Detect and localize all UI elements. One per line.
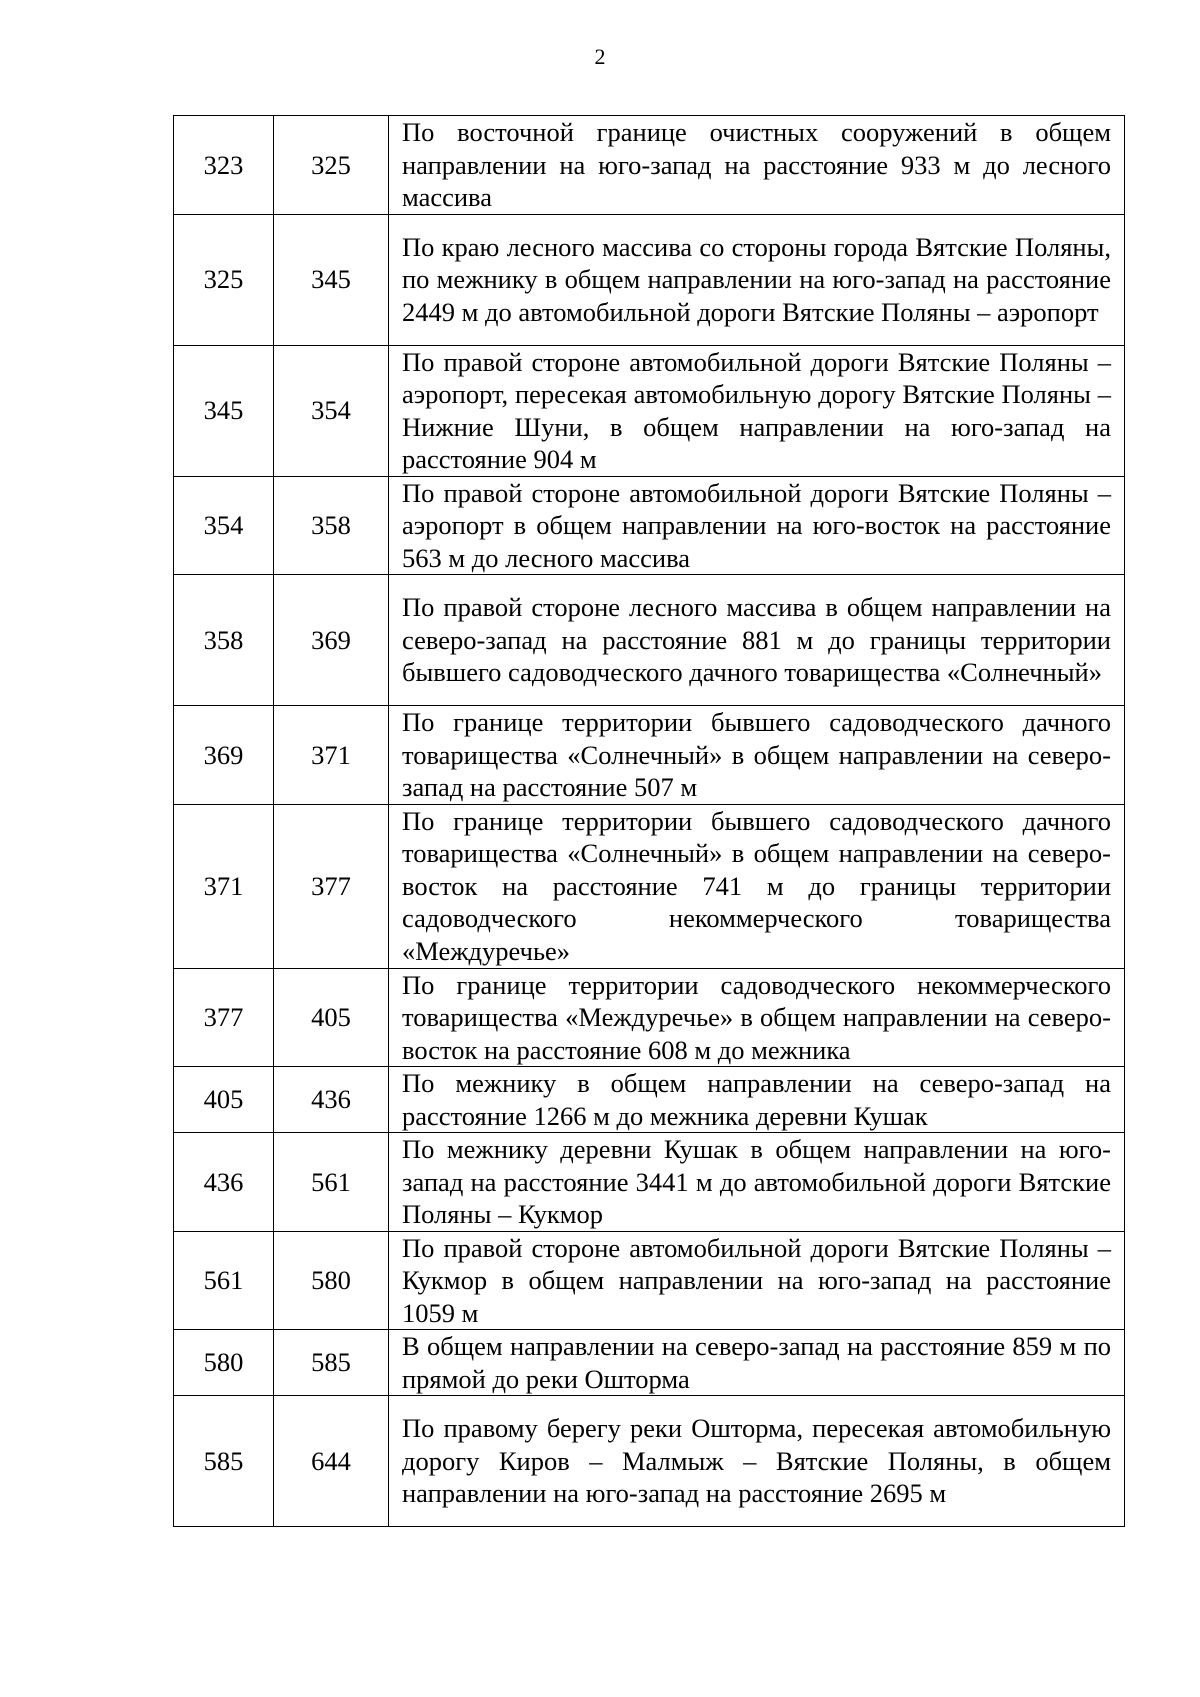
table-row bbox=[174, 1067, 1125, 1133]
boundary-description-cell: По правой стороне автомобильной дороги Вятские Поляны – аэропорт, пересекая автомобильную дорогу Вятские Поляны – Нижние Шуни, в общем направлении на юго-запад на расстояние 904 м bbox=[389, 345, 1125, 476]
table-row bbox=[174, 214, 1125, 345]
boundary-description-cell: По восточной границе очистных сооружений в общем направлении на юго-запад на расстояние 933 м до лесного массива bbox=[389, 116, 1125, 215]
boundary-description-cell: По границе территории садоводческого некоммерческого товарищества «Междуречье» в общем направлении на северо-восток на расстояние 608 м до межника bbox=[389, 968, 1125, 1067]
point-from-cell: 354 bbox=[174, 476, 274, 575]
boundary-description-cell: По границе территории бывшего садоводческого дачного товарищества «Солнечный» в общем направлении на северо-запад на расстояние 507 м bbox=[389, 706, 1125, 805]
table-row bbox=[174, 804, 1125, 968]
point-to-cell: 436 bbox=[274, 1067, 389, 1133]
point-to-cell: 561 bbox=[274, 1133, 389, 1232]
boundary-description-cell: По границе территории бывшего садоводческого дачного товарищества «Солнечный» в общем направлении на северо-восток на расстояние 741 м до границы территории садоводческого некоммерческого товарищества «Междуречье» bbox=[389, 804, 1125, 968]
point-to-cell: 644 bbox=[274, 1396, 389, 1527]
table-row bbox=[174, 1231, 1125, 1330]
point-to-cell: 325 bbox=[274, 116, 389, 215]
point-to-cell: 358 bbox=[274, 476, 389, 575]
point-to-cell: 371 bbox=[274, 706, 389, 805]
point-from-cell: 345 bbox=[174, 345, 274, 476]
boundary-description-cell: По правой стороне лесного массива в общем направлении на северо-запад на расстояние 881 м до границы территории бывшего садоводческого дачного товарищества «Солнечный» bbox=[389, 575, 1125, 706]
table-row bbox=[174, 575, 1125, 706]
point-to-cell: 377 bbox=[274, 804, 389, 968]
point-to-cell: 354 bbox=[274, 345, 389, 476]
table-row bbox=[174, 1396, 1125, 1527]
point-from-cell: 323 bbox=[174, 116, 274, 215]
point-to-cell: 580 bbox=[274, 1231, 389, 1330]
table-row bbox=[174, 1133, 1125, 1232]
point-to-cell: 369 bbox=[274, 575, 389, 706]
boundary-description-cell: В общем направлении на северо-запад на расстояние 859 м по прямой до реки Ошторма bbox=[389, 1330, 1125, 1396]
point-to-cell: 405 bbox=[274, 968, 389, 1067]
boundary-description-cell: По правому берегу реки Ошторма, пересекая автомобильную дорогу Киров – Малмыж – Вятские Поляны, в общем направлении на юго-запад на расстояние 2695 м bbox=[389, 1396, 1125, 1527]
point-to-cell: 345 bbox=[274, 214, 389, 345]
table-row bbox=[174, 345, 1125, 476]
boundary-description-table bbox=[173, 115, 1125, 1527]
point-from-cell: 405 bbox=[174, 1067, 274, 1133]
table-row bbox=[174, 968, 1125, 1067]
point-from-cell: 325 bbox=[174, 214, 274, 345]
table-row bbox=[174, 476, 1125, 575]
point-from-cell: 585 bbox=[174, 1396, 274, 1527]
table-row bbox=[174, 1330, 1125, 1396]
point-to-cell: 585 bbox=[274, 1330, 389, 1396]
page-number: 2 bbox=[594, 44, 606, 69]
point-from-cell: 377 bbox=[174, 968, 274, 1067]
boundary-description-cell: По межнику в общем направлении на северо-запад на расстояние 1266 м до межника деревни Кушак bbox=[389, 1067, 1125, 1133]
point-from-cell: 371 bbox=[174, 804, 274, 968]
boundary-description-cell: По межнику деревни Кушак в общем направлении на юго-запад на расстояние 3441 м до автомобильной дороги Вятские Поляны – Кукмор bbox=[389, 1133, 1125, 1232]
point-from-cell: 358 bbox=[174, 575, 274, 706]
boundary-description-cell: По правой стороне автомобильной дороги Вятские Поляны – Кукмор в общем направлении на юго-запад на расстояние 1059 м bbox=[389, 1231, 1125, 1330]
boundary-description-cell: По правой стороне автомобильной дороги Вятские Поляны – аэропорт в общем направлении на юго-восток на расстояние 563 м до лесного массива bbox=[389, 476, 1125, 575]
point-from-cell: 580 bbox=[174, 1330, 274, 1396]
table-row bbox=[174, 706, 1125, 805]
point-from-cell: 369 bbox=[174, 706, 274, 805]
boundary-description-cell: По краю лесного массива со стороны города Вятские Поляны, по межнику в общем направлении на юго-запад на расстояние 2449 м до автомобильной дороги Вятские Поляны – аэропорт bbox=[389, 214, 1125, 345]
point-from-cell: 561 bbox=[174, 1231, 274, 1330]
table-row bbox=[174, 116, 1125, 215]
point-from-cell: 436 bbox=[174, 1133, 274, 1232]
